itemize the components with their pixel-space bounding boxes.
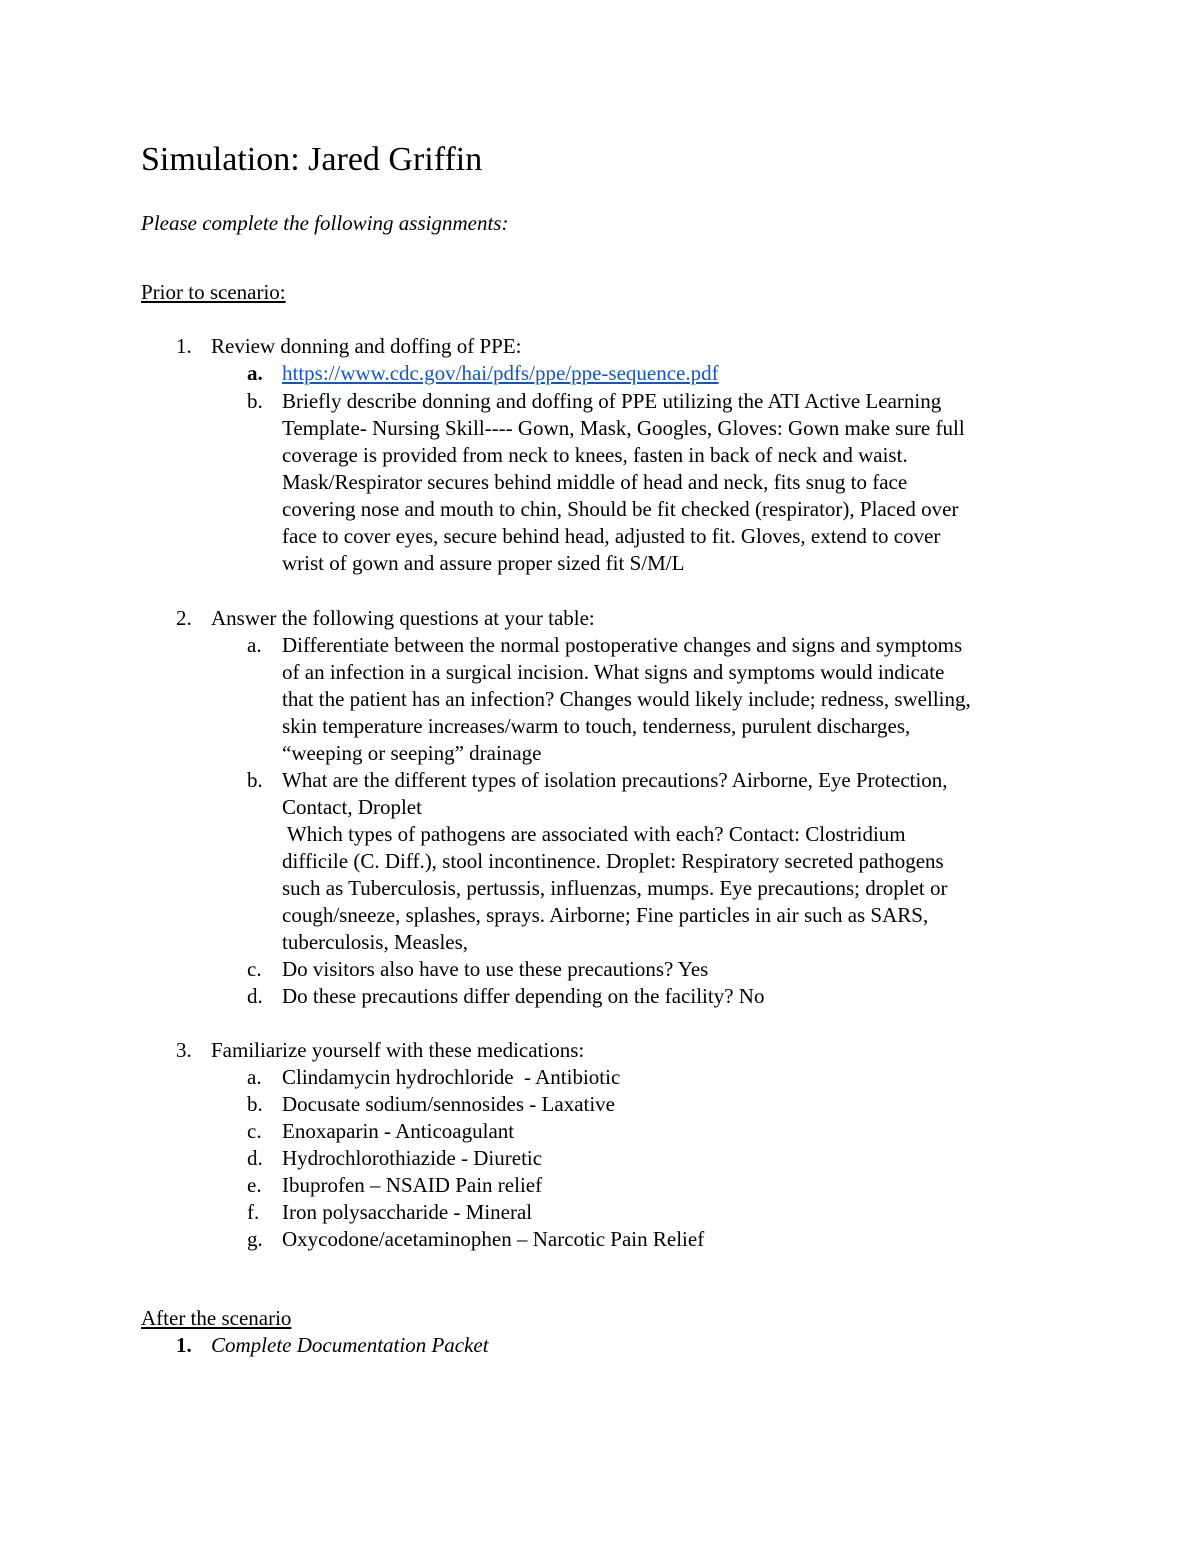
item-2d-marker: d.	[247, 984, 263, 1008]
page-title: Simulation: Jared Griffin	[141, 141, 483, 178]
item-1b-line: wrist of gown and assure proper sized fit S/M/L	[282, 551, 685, 575]
item-2b-line: What are the different types of isolation precautions? Airborne, Eye Protection,	[282, 768, 948, 792]
med-d-marker: d.	[247, 1146, 263, 1170]
medication-item: Enoxaparin - Anticoagulant	[282, 1119, 515, 1143]
medication-item: Ibuprofen – NSAID Pain relief	[282, 1173, 543, 1197]
medication-item: Docusate sodium/sennosides - Laxative	[282, 1092, 616, 1116]
instructions-text: Please complete the following assignments:	[141, 211, 509, 235]
med-b-marker: b.	[247, 1092, 263, 1116]
item-2a-marker: a.	[247, 633, 262, 657]
item-2c-line: Do visitors also have to use these precautions? Yes	[282, 957, 709, 981]
item-3-text: Familiarize yourself with these medications:	[211, 1038, 585, 1062]
item-1b-line: Template- Nursing Skill---- Gown, Mask, Googles, Gloves: Gown make sure full	[282, 416, 965, 440]
after-item-1-marker: 1.	[176, 1333, 192, 1357]
item-1-text: Review donning and doffing of PPE:	[211, 334, 522, 358]
item-2a-line: of an infection in a surgical incision. What signs and symptoms would indicate	[282, 660, 945, 684]
item-2-marker: 2.	[176, 606, 192, 630]
item-1b-line: covering nose and mouth to chin, Should be fit checked (respirator), Placed over	[282, 497, 959, 521]
item-2b-marker: b.	[247, 768, 263, 792]
item-2a-line: Differentiate between the normal postoperative changes and signs and symptoms	[282, 633, 963, 657]
item-2b-line: Contact, Droplet	[282, 795, 422, 819]
item-1b-line: face to cover eyes, secure behind head, adjusted to fit. Gloves, extend to cover	[282, 524, 941, 548]
item-2b-line: difficile (C. Diff.), stool incontinence. Droplet: Respiratory secreted pathogens	[282, 849, 944, 873]
after-heading: After the scenario	[141, 1306, 292, 1330]
after-item-1-text: Complete Documentation Packet	[211, 1333, 489, 1357]
item-2b-line: such as Tuberculosis, pertussis, influenzas, mumps. Eye precautions; droplet or	[282, 876, 948, 900]
prior-heading: Prior to scenario:	[141, 280, 286, 304]
item-1b-line: Mask/Respirator secures behind middle of head and neck, fits snug to face	[282, 470, 908, 494]
item-1b-line: Briefly describe donning and doffing of PPE utilizing the ATI Active Learning	[282, 389, 942, 413]
item-2a-line: that the patient has an infection? Changes would likely include; redness, swelling,	[282, 687, 971, 711]
medication-item: Hydrochlorothiazide - Diuretic	[282, 1146, 543, 1170]
ppe-sequence-link[interactable]: https://www.cdc.gov/hai/pdfs/ppe/ppe-sequence.pdf	[282, 361, 719, 385]
item-3-marker: 3.	[176, 1038, 192, 1062]
item-1b-line: coverage is provided from neck to knees, fasten in back of neck and waist.	[282, 443, 908, 467]
item-2a-line: “weeping or seeping” drainage	[282, 741, 542, 765]
item-2-text: Answer the following questions at your table:	[211, 606, 595, 630]
medication-item: Iron polysaccharide - Mineral	[282, 1200, 533, 1224]
med-a-marker: a.	[247, 1065, 262, 1089]
item-1b-marker: b.	[247, 389, 263, 413]
item-1a-marker: a.	[247, 361, 263, 385]
item-2b-line: Which types of pathogens are associated with each? Contact: Clostridium	[282, 822, 906, 846]
item-2b-line: tuberculosis, Measles,	[282, 930, 469, 954]
item-2c-marker: c.	[247, 957, 262, 981]
medication-item: Oxycodone/acetaminophen – Narcotic Pain Relief	[282, 1227, 705, 1251]
item-2d-line: Do these precautions differ depending on the facility? No	[282, 984, 765, 1008]
med-g-marker: g.	[247, 1227, 263, 1251]
med-f-marker: f.	[247, 1200, 260, 1224]
item-1-marker: 1.	[176, 334, 192, 358]
medication-item: Clindamycin hydrochloride - Antibiotic	[282, 1065, 621, 1089]
med-c-marker: c.	[247, 1119, 262, 1143]
med-e-marker: e.	[247, 1173, 262, 1197]
item-2a-line: skin temperature increases/warm to touch, tenderness, purulent discharges,	[282, 714, 911, 738]
item-2b-line: cough/sneeze, splashes, sprays. Airborne; Fine particles in air such as SARS,	[282, 903, 929, 927]
